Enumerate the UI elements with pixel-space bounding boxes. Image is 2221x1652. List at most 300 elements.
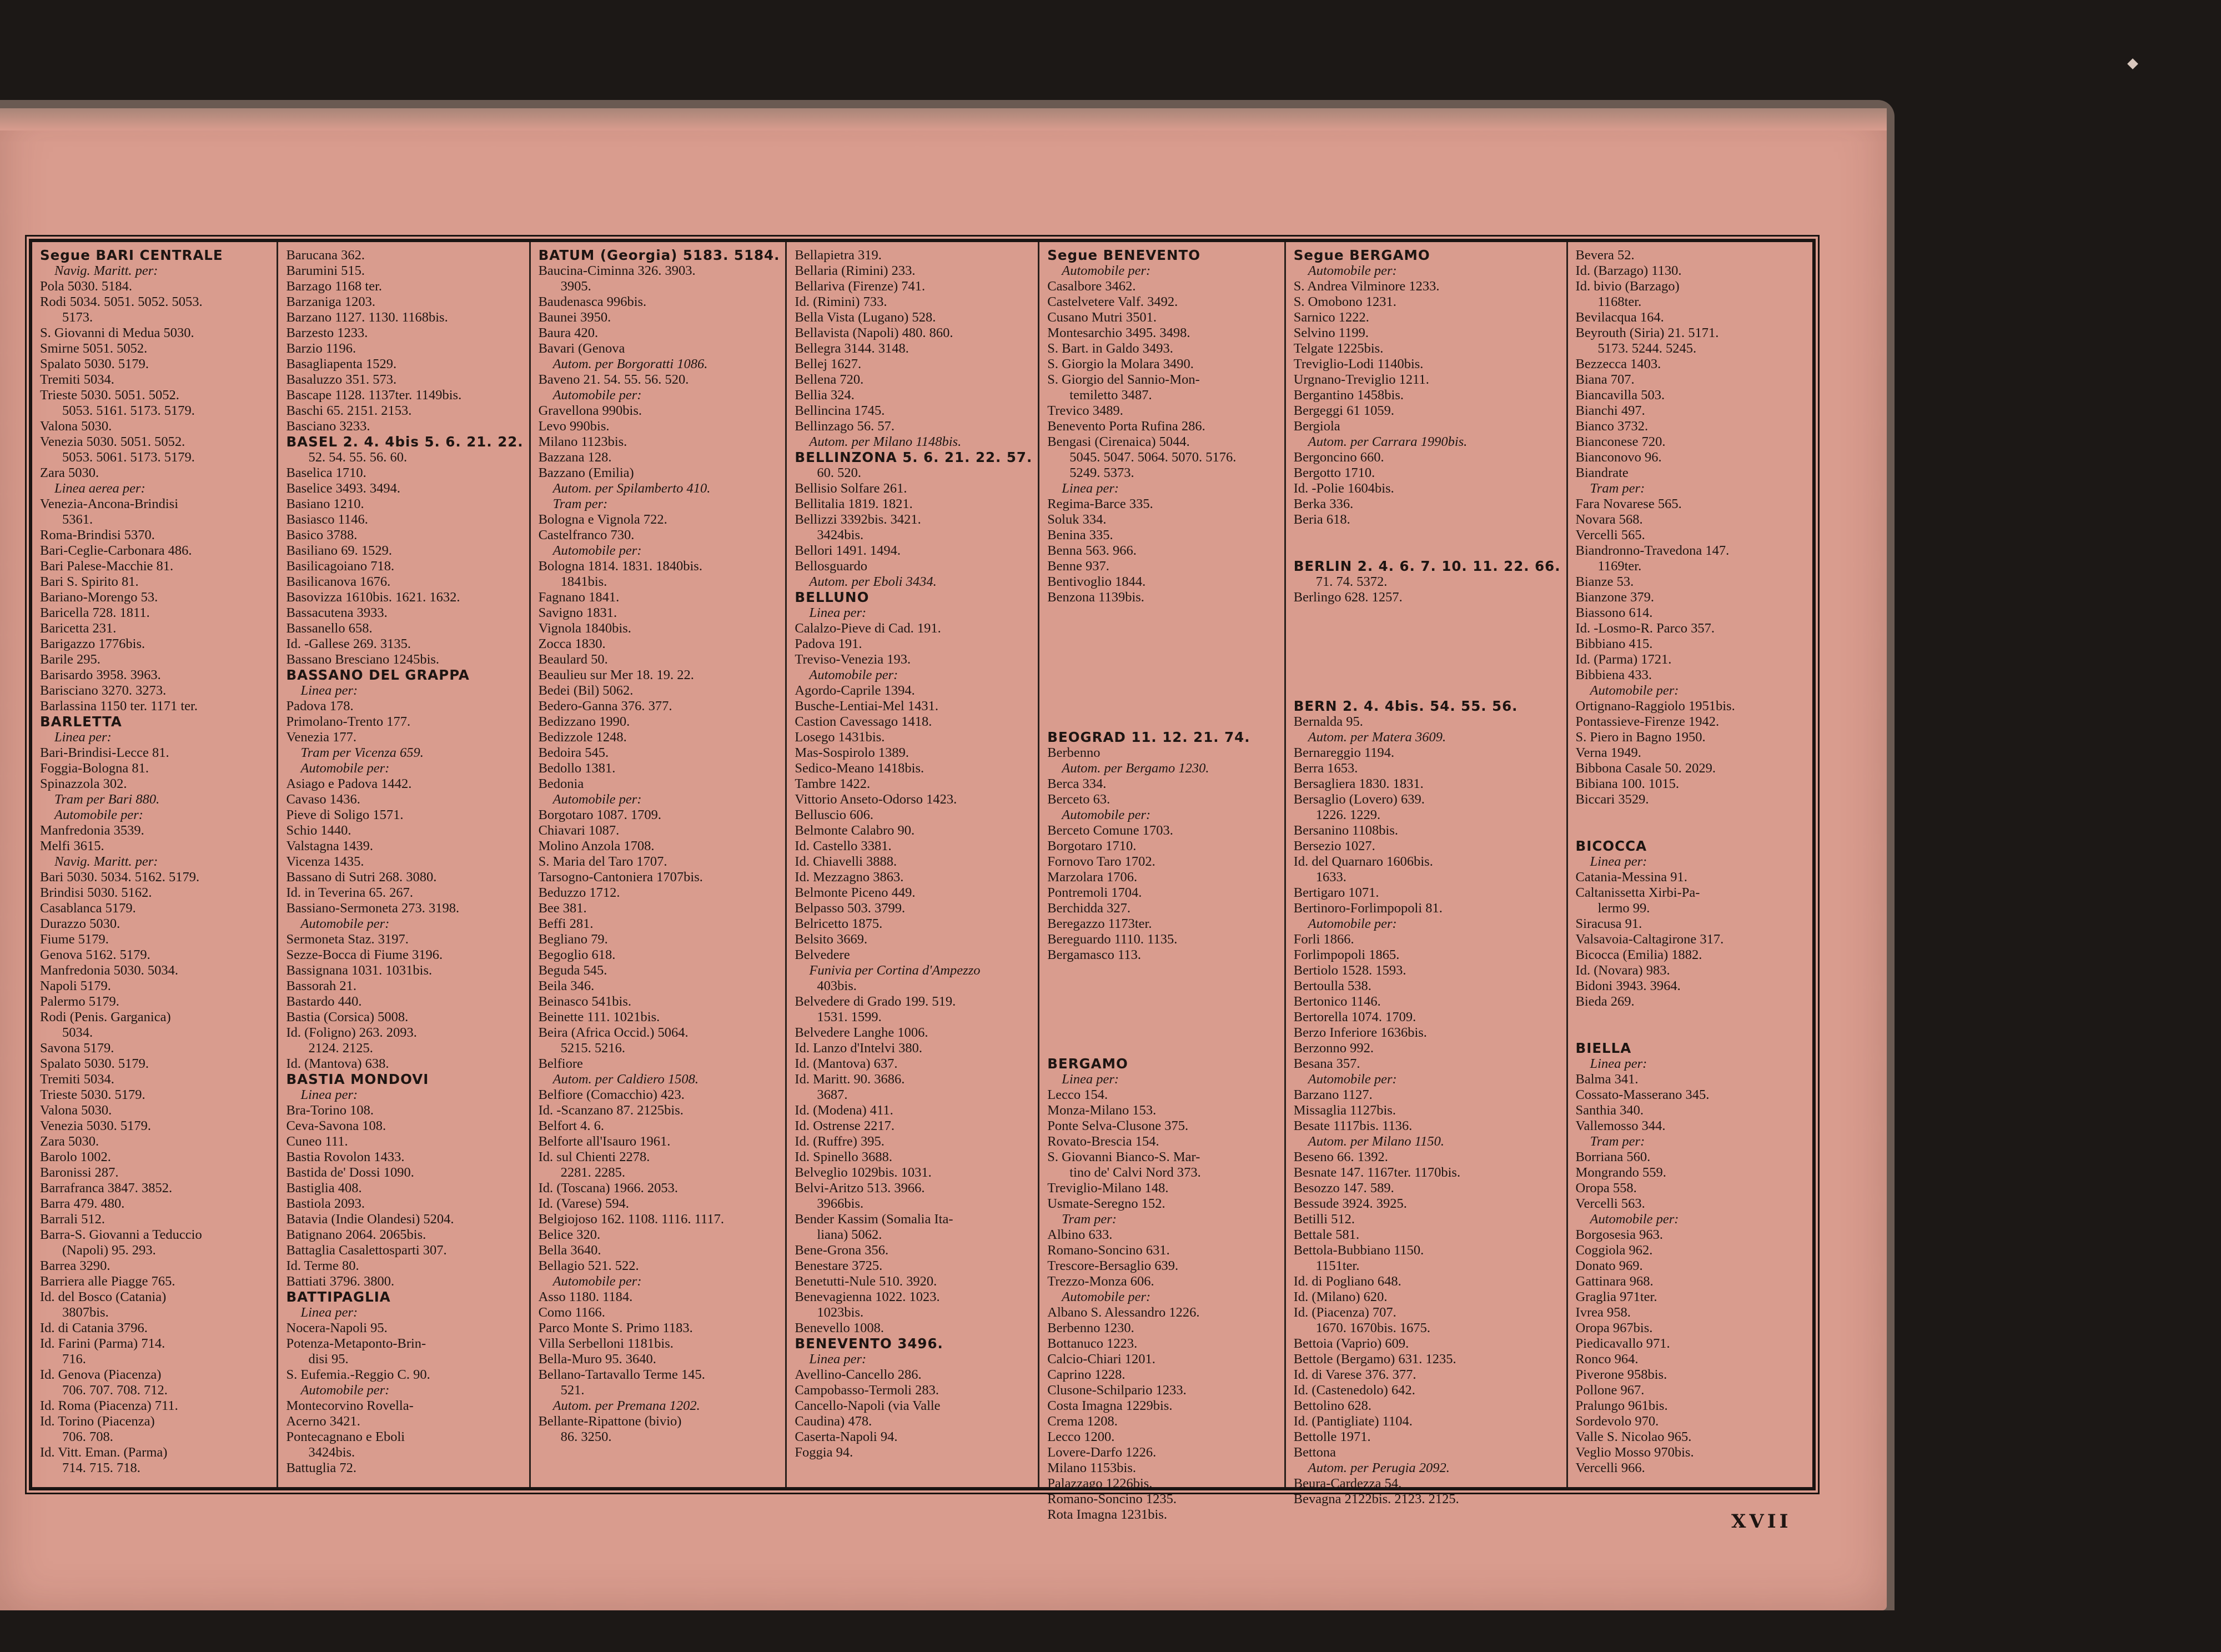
index-entry: Bettola-Bubbiano 1150. — [1293, 1243, 1424, 1258]
index-entry: Barzano 1127. 1130. 1168bis. — [286, 310, 448, 325]
index-entry: Valona 5030. — [40, 1103, 112, 1118]
index-entry: Zara 5030. — [40, 1134, 99, 1149]
index-entry: 706. 708. — [62, 1429, 113, 1444]
index-entry: 71. 74. 5372. — [1315, 574, 1388, 589]
index-entry: Id. bivio (Barzago) — [1575, 279, 1680, 294]
index-entry: disi 95. — [308, 1352, 349, 1367]
index-entry: BIELLA — [1575, 1040, 1632, 1056]
index-entry: Bezzecca 1403. — [1575, 356, 1661, 371]
index-entry: Trevico 3489. — [1047, 403, 1123, 418]
index-entry: BASSANO DEL GRAPPA — [286, 667, 470, 683]
index-entry: BELLINZONA 5. 6. 21. 22. 57. — [795, 449, 1033, 465]
index-entry: Id. -Polie 1604bis. — [1293, 481, 1394, 496]
index-entry: Borgosesia 963. — [1575, 1227, 1663, 1242]
index-entry: Siracusa 91. — [1575, 916, 1642, 931]
index-entry: Bertigaro 1071. — [1293, 885, 1379, 900]
index-entry: Brindisi 5030. 5162. — [40, 885, 152, 900]
index-entry: Pieve di Soligo 1571. — [286, 807, 404, 822]
index-entry — [1294, 636, 1561, 652]
index-entry: Id. (Mantova) 637. — [795, 1056, 898, 1071]
index-entry: Automobile per: — [54, 807, 143, 822]
index-entry: Durazzo 5030. — [40, 916, 120, 931]
index-entry: Belvedere — [795, 947, 850, 962]
index-entry: Borriana 560. — [1575, 1149, 1651, 1164]
index-entry: BATUM (Georgia) 5183. 5184. — [538, 247, 780, 263]
index-entry: Linea per: — [1590, 854, 1647, 869]
index-entry: Bazzano (Emilia) — [538, 465, 634, 480]
index-entry: Berceto 63. — [1047, 792, 1110, 807]
index-entry: Bibbiena 433. — [1575, 667, 1652, 682]
index-entry: Bibbona Casale 50. 2029. — [1575, 761, 1716, 776]
index-entry: Cusano Mutri 3501. — [1047, 310, 1157, 325]
index-entry: Benevello 1008. — [795, 1320, 884, 1335]
index-entry: Treviglio-Milano 148. — [1047, 1181, 1169, 1196]
index-entry: Cavaso 1436. — [286, 792, 360, 807]
index-entry: Novara 568. — [1575, 512, 1643, 527]
index-entry: 1151ter. — [1315, 1258, 1360, 1273]
index-entry: Basciano 3233. — [286, 419, 370, 434]
index-entry: Belmonte Piceno 449. — [795, 885, 916, 900]
index-entry: Berka 336. — [1293, 496, 1354, 511]
index-entry: Battaglia Casalettosparti 307. — [286, 1243, 447, 1258]
index-entry: 1670. 1670bis. 1675. — [1315, 1320, 1430, 1335]
index-entry: Autom. per Matera 3609. — [1308, 730, 1446, 745]
index-entry: Bereguardo 1110. 1135. — [1047, 932, 1178, 947]
index-entry: Milano 1153bis. — [1047, 1460, 1136, 1475]
index-entry: Berbenno 1230. — [1047, 1320, 1134, 1335]
index-entry: 3424bis. — [817, 528, 864, 543]
index-entry: Bellegra 3144. 3148. — [795, 341, 909, 356]
index-entry — [1047, 1041, 1278, 1056]
index-entry: Batignano 2064. 2065bis. — [286, 1227, 426, 1242]
index-entry: Montesarchio 3495. 3498. — [1047, 325, 1190, 340]
index-entry: Como 1166. — [538, 1305, 605, 1320]
index-entry: Forlimpopoli 1865. — [1293, 947, 1400, 962]
index-entry: Santhia 340. — [1575, 1103, 1644, 1118]
index-entry: Beyrouth (Siria) 21. 5171. — [1575, 325, 1719, 340]
index-entry: Besate 1117bis. 1136. — [1293, 1118, 1413, 1133]
index-entry: 1633. — [1315, 870, 1346, 885]
index-entry: Fornovo Taro 1702. — [1047, 854, 1155, 869]
index-entry: Avellino-Cancello 286. — [795, 1367, 922, 1382]
index-entry: S. Piero in Bagno 1950. — [1575, 730, 1706, 745]
index-entry: Linea per: — [300, 683, 358, 698]
index-entry: Trieste 5030. 5051. 5052. — [40, 388, 179, 403]
index-entry: Calalzo-Pieve di Cad. 191. — [795, 621, 941, 636]
index-entry: Forli 1866. — [1293, 932, 1354, 947]
index-entry: Caltanissetta Xirbi-Pa- — [1575, 885, 1700, 900]
index-entry: Lecco 1200. — [1047, 1429, 1115, 1444]
index-column-4 — [787, 242, 1039, 1487]
index-entry: Bettoia (Vaprio) 609. — [1293, 1336, 1409, 1351]
index-entry: Bari S. Spirito 81. — [40, 574, 139, 589]
index-entry: Cuneo 111. — [286, 1134, 348, 1149]
index-entry: Barlassina 1150 ter. 1171 ter. — [40, 699, 198, 714]
index-entry — [1047, 978, 1278, 994]
index-entry: Gattinara 968. — [1575, 1274, 1654, 1289]
index-entry: Bellaria (Rimini) 233. — [795, 263, 916, 278]
index-entry: Besana 357. — [1293, 1056, 1360, 1071]
index-entry: Sermoneta Staz. 3197. — [286, 932, 409, 947]
index-entry: Id. (Foligno) 263. 2093. — [286, 1025, 417, 1040]
index-entry: Bari-Brindisi-Lecce 81. — [40, 745, 169, 760]
index-entry: Baucina-Ciminna 326. 3903. — [538, 263, 696, 278]
index-entry: Foggia-Bologna 81. — [40, 761, 149, 776]
index-entry: Valona 5030. — [40, 419, 112, 434]
index-entry: Bassorah 21. — [286, 978, 357, 993]
index-entry: Segue BARI CENTRALE — [40, 247, 223, 263]
index-entry: Benetutti-Nule 510. 3920. — [795, 1274, 937, 1289]
index-entry: Id. del Quarnaro 1606bis. — [1293, 854, 1433, 869]
index-entry: Bedei (Bil) 5062. — [538, 683, 634, 698]
index-entry: Id. (Toscana) 1966. 2053. — [538, 1181, 678, 1196]
index-entry: Campobasso-Termoli 283. — [795, 1383, 939, 1398]
index-entry: Bernareggio 1194. — [1293, 745, 1395, 760]
index-entry: Vittorio Anseto-Odorso 1423. — [795, 792, 957, 807]
index-entry: Belsito 3669. — [795, 932, 868, 947]
index-entry: Automobile per: — [1308, 916, 1397, 931]
index-entry — [1047, 621, 1278, 636]
index-entry: Asso 1180. 1184. — [538, 1289, 633, 1304]
index-entry: Bavari (Genova — [538, 341, 625, 356]
index-entry: Bedoira 545. — [538, 745, 609, 760]
index-entry: Id. (Varese) 594. — [538, 1196, 629, 1211]
index-entry: BERN 2. 4. 4bis. 54. 55. 56. — [1293, 698, 1518, 714]
index-entry: Bedizzano 1990. — [538, 714, 630, 729]
index-entry: Barolo 1002. — [40, 1149, 111, 1164]
index-entry: Fara Novarese 565. — [1575, 496, 1682, 511]
index-entry: Castelvetere Valf. 3492. — [1047, 294, 1178, 309]
index-entry: Donato 969. — [1575, 1258, 1643, 1273]
index-entry: 1169ter. — [1597, 559, 1642, 574]
index-entry: Bianze 53. — [1575, 574, 1634, 589]
index-entry: Napoli 5179. — [40, 978, 111, 993]
index-entry: Calcio-Chiari 1201. — [1047, 1352, 1155, 1367]
index-entry: Albino 633. — [1047, 1227, 1113, 1242]
index-entry: lermo 99. — [1597, 901, 1650, 916]
index-entry: Bibiana 100. 1015. — [1575, 776, 1679, 791]
index-entry: Bellincina 1745. — [795, 403, 885, 418]
index-entry: Id. (Mantova) 638. — [286, 1056, 389, 1071]
index-entry — [1047, 994, 1278, 1010]
index-entry: Beinasco 541bis. — [538, 994, 631, 1009]
index-entry: Castelfranco 730. — [538, 528, 635, 543]
index-entry: Belfort 4. 6. — [538, 1118, 604, 1133]
index-entry: Bianchi 497. — [1575, 403, 1645, 418]
index-entry: Melfi 3615. — [40, 838, 104, 853]
index-entry: S. Maria del Taro 1707. — [538, 854, 667, 869]
index-entry: Bari Palese-Macchie 81. — [40, 559, 174, 574]
index-entry: Berzonno 992. — [1293, 1041, 1374, 1056]
index-entry: Schio 1440. — [286, 823, 351, 838]
index-entry — [1576, 1010, 1807, 1025]
index-entry: Berceto Comune 1703. — [1047, 823, 1173, 838]
index-entry: Usmate-Seregno 152. — [1047, 1196, 1165, 1211]
index-entry: Automobile per: — [300, 761, 390, 776]
index-entry — [1047, 963, 1278, 978]
index-entry: Baricetta 231. — [40, 621, 117, 636]
index-entry: Autom. per Eboli 3434. — [809, 574, 937, 589]
index-entry — [1294, 667, 1561, 683]
index-entry: Beira (Africa Occid.) 5064. — [538, 1025, 689, 1040]
index-entry: Busche-Lentiai-Mel 1431. — [795, 699, 938, 714]
index-entry: Beaulieu sur Mer 18. 19. 22. — [538, 667, 694, 682]
index-entry: Pontassieve-Firenze 1942. — [1575, 714, 1720, 729]
index-entry: Mongrando 559. — [1575, 1165, 1666, 1180]
index-entry — [1047, 1025, 1278, 1041]
index-entry: Tambre 1422. — [795, 776, 871, 791]
index-entry: Basilicanova 1676. — [286, 574, 391, 589]
index-entry: tino de' Calvi Nord 373. — [1069, 1165, 1201, 1180]
index-entry — [1294, 683, 1561, 699]
index-entry: Betilli 512. — [1293, 1212, 1355, 1227]
index-entry: Levo 990bis. — [538, 419, 610, 434]
index-entry — [1294, 528, 1561, 543]
index-column-6 — [1286, 242, 1568, 1507]
index-entry: Bertiolo 1528. 1593. — [1293, 963, 1406, 978]
index-entry: Bellizzi 3392bis. 3421. — [795, 512, 921, 527]
index-entry: Bender Kassim (Somalia Ita- — [795, 1212, 953, 1227]
index-entry: Tram per Vicenza 659. — [300, 745, 424, 760]
index-entry: Bassano di Sutri 268. 3080. — [286, 870, 437, 885]
index-entry: Foggia 94. — [795, 1445, 853, 1460]
index-entry: Valsavoia-Caltagirone 317. — [1575, 932, 1724, 947]
index-entry: Beura-Cardezza 54. — [1293, 1476, 1402, 1491]
index-entry: Barrea 3290. — [40, 1258, 110, 1273]
index-entry: Vercelli 565. — [1575, 528, 1645, 543]
index-entry: Segue BENEVENTO — [1047, 247, 1201, 263]
index-entry: Venezia 177. — [286, 730, 357, 745]
index-entry: 5215. 5216. — [560, 1041, 625, 1056]
index-entry: Losego 1431bis. — [795, 730, 885, 745]
index-entry: Bascape 1128. 1137ter. 1149bis. — [286, 388, 462, 403]
index-entry: Bazzana 128. — [538, 450, 612, 465]
index-entry: 86. 3250. — [560, 1429, 612, 1444]
index-entry: Barumini 515. — [286, 263, 365, 278]
index-entry: 5045. 5047. 5064. 5070. 5176. — [1069, 450, 1237, 465]
index-column-2 — [278, 242, 530, 1487]
index-entry — [1047, 636, 1278, 652]
index-entry: Berzo Inferiore 1636bis. — [1293, 1025, 1427, 1040]
index-entry: Autom. per Caldiero 1508. — [552, 1072, 699, 1087]
index-entry: Trezzo-Monza 606. — [1047, 1274, 1154, 1289]
index-entry: S. Giorgio del Sannio-Mon- — [1047, 372, 1200, 387]
index-entry: Baura 420. — [538, 325, 599, 340]
index-entry: Baselice 3493. 3494. — [286, 481, 400, 496]
index-entry: Romano-Soncino 1235. — [1047, 1492, 1177, 1507]
index-entry: Tram per: — [1590, 1134, 1645, 1149]
index-entry: Casablanca 5179. — [40, 901, 136, 916]
index-entry: Ceva-Savona 108. — [286, 1118, 386, 1133]
index-entry: Bellej 1627. — [795, 356, 862, 371]
index-entry: Automobile per: — [1062, 263, 1151, 278]
index-entry: Barucana 362. — [286, 248, 365, 263]
index-entry: Autom. per Carrara 1990bis. — [1308, 434, 1468, 449]
index-entry: Id. Vitt. Eman. (Parma) — [40, 1445, 168, 1460]
index-entry: Id. (Piacenza) 707. — [1293, 1305, 1396, 1320]
index-entry: Pola 5030. 5184. — [40, 279, 133, 294]
index-entry: Id. (Ruffre) 395. — [795, 1134, 885, 1149]
index-entry: Piverone 958bis. — [1575, 1367, 1667, 1382]
index-entry: Barzano 1127. — [1293, 1087, 1373, 1102]
index-entry: Bellavista (Napoli) 480. 860. — [795, 325, 953, 340]
index-entry: Automobile per: — [809, 667, 898, 682]
index-entry: Bernalda 95. — [1293, 714, 1363, 729]
index-entry: S. Omobono 1231. — [1293, 294, 1396, 309]
index-entry: Chiavari 1087. — [538, 823, 620, 838]
index-entry: Bergoncino 660. — [1293, 450, 1384, 465]
index-entry: Linea per: — [809, 605, 867, 620]
index-entry: Tremiti 5034. — [40, 1072, 114, 1087]
index-entry: Id. Spinello 3688. — [795, 1149, 892, 1164]
index-entry: Baschi 65. 2151. 2153. — [286, 403, 412, 418]
index-entry: BELLUNO — [795, 589, 870, 605]
index-entry: 5249. 5373. — [1069, 465, 1134, 480]
index-entry: Basiano 1210. — [286, 496, 364, 511]
index-entry: 3424bis. — [308, 1445, 355, 1460]
index-entry — [1047, 652, 1278, 667]
index-entry: Spinazzola 302. — [40, 776, 127, 791]
index-entry: Sarnico 1222. — [1293, 310, 1369, 325]
index-entry: Bellisio Solfare 261. — [795, 481, 907, 496]
index-entry: Berca 334. — [1047, 776, 1107, 791]
index-entry: Lovere-Darfo 1226. — [1047, 1445, 1157, 1460]
index-entry: 5053. 5161. 5173. 5179. — [62, 403, 195, 418]
index-entry: Begoglio 618. — [538, 947, 616, 962]
index-entry: BENEVENTO 3496. — [795, 1335, 943, 1352]
index-entry: Basiasco 1146. — [286, 512, 368, 527]
index-entry — [1294, 652, 1561, 667]
index-entry: Biccari 3529. — [1575, 792, 1649, 807]
index-entry: Vercelli 966. — [1575, 1460, 1645, 1475]
index-entry: Treviglio-Lodi 1140bis. — [1293, 356, 1424, 371]
index-entry: Basiliano 69. 1529. — [286, 543, 393, 558]
index-entry: Bessude 3924. 3925. — [1293, 1196, 1407, 1211]
index-entry: Verna 1949. — [1575, 745, 1641, 760]
index-entry: Bedizzole 1248. — [538, 730, 627, 745]
index-entry: Bertinoro-Forlimpopoli 81. — [1293, 901, 1443, 916]
index-entry: Belfiore — [538, 1056, 583, 1071]
index-entry: Basilicagoiano 718. — [286, 559, 395, 574]
index-entry: 521. — [560, 1383, 585, 1398]
index-entry: Id. (Novara) 983. — [1575, 963, 1670, 978]
index-entry: Ortignano-Raggiolo 1951bis. — [1575, 699, 1735, 714]
index-entry: Bidoni 3943. 3964. — [1575, 978, 1681, 993]
index-entry: Automobile per: — [300, 1383, 390, 1398]
index-entry: 1023bis. — [817, 1305, 864, 1320]
index-entry: Bergantino 1458bis. — [1293, 388, 1404, 403]
index-entry: Veglio Mosso 970bis. — [1575, 1445, 1694, 1460]
index-entry: BARLETTA — [40, 714, 122, 730]
index-entry: Marzolara 1706. — [1047, 870, 1138, 885]
index-entry: Ivrea 958. — [1575, 1305, 1631, 1320]
index-entry — [1047, 699, 1278, 714]
index-entry: Begliano 79. — [538, 932, 608, 947]
index-entry: Id. Terme 80. — [286, 1258, 359, 1273]
index-entry: Bevagna 2122bis. 2123. 2125. — [1293, 1492, 1459, 1507]
index-entry: 714. 715. 718. — [62, 1460, 140, 1475]
index-entry: Cancello-Napoli (via Valle — [795, 1398, 941, 1413]
index-entry: Battuglia 72. — [286, 1460, 357, 1475]
index-entry: Automobile per: — [1590, 1212, 1679, 1227]
index-entry: Bellano-Tartavallo Terme 145. — [538, 1367, 705, 1382]
index-entry: Beinette 111. 1021bis. — [538, 1010, 660, 1025]
index-entry: S. Andrea Vilminore 1233. — [1293, 279, 1440, 294]
index-entry: Bariano-Morengo 53. — [40, 590, 158, 605]
index-entry: Benzona 1139bis. — [1047, 590, 1144, 605]
index-column-1 — [32, 242, 278, 1487]
index-entry: Vercelli 563. — [1575, 1196, 1645, 1211]
index-entry: Tram per: — [552, 496, 608, 511]
index-entry: Tram per: — [1062, 1212, 1117, 1227]
index-entry: Bettolle 1971. — [1293, 1429, 1371, 1444]
index-entry: Beregazzo 1173ter. — [1047, 916, 1152, 931]
index-entry: Bergamasco 113. — [1047, 947, 1142, 962]
index-entry: Bologna 1814. 1831. 1840bis. — [538, 559, 702, 574]
index-entry: Zocca 1830. — [538, 636, 606, 651]
index-entry: Id. in Teverina 65. 267. — [286, 885, 413, 900]
index-entry: Bra-Torino 108. — [286, 1103, 374, 1118]
index-entry: Monza-Milano 153. — [1047, 1103, 1157, 1118]
index-entry: Bellante-Ripattone (bivio) — [538, 1414, 682, 1429]
index-entry: Baveno 21. 54. 55. 56. 520. — [538, 372, 689, 387]
index-entry: Sedico-Meano 1418bis. — [795, 761, 924, 776]
corner-mark — [2127, 58, 2138, 69]
index-entry: Baricella 728. 1811. — [40, 605, 150, 620]
index-entry: Barriera alle Piagge 765. — [40, 1274, 175, 1289]
index-entry: Id. sul Chienti 2278. — [538, 1149, 650, 1164]
index-entry: Besnate 147. 1167ter. 1170bis. — [1293, 1165, 1461, 1180]
index-entry: Tram per: — [1590, 481, 1645, 496]
index-entry: Linea aerea per: — [54, 481, 145, 496]
index-entry: Castion Cavessago 1418. — [795, 714, 932, 729]
index-entry: Belluscio 606. — [795, 807, 873, 822]
index-entry: Bassanello 658. — [286, 621, 373, 636]
index-entry: Bellapietra 319. — [795, 248, 882, 263]
index-entry: Id. -Gallese 269. 3135. — [286, 636, 411, 651]
index-entry: Linea per: — [1062, 481, 1119, 496]
index-entry: Bersanino 1108bis. — [1293, 823, 1399, 838]
index-entry: 5173. 5244. 5245. — [1597, 341, 1697, 356]
index-entry: BERGAMO — [1047, 1056, 1128, 1072]
index-entry: Venezia 5030. 5179. — [40, 1118, 152, 1133]
index-entry: Id. (Parma) 1721. — [1575, 652, 1672, 667]
index-entry: Acerno 3421. — [286, 1414, 360, 1429]
index-column-5 — [1039, 242, 1285, 1522]
index-entry: Oropa 558. — [1575, 1181, 1637, 1196]
index-entry: Bellia 324. — [795, 388, 855, 403]
index-entry: Linea per: — [1062, 1072, 1119, 1087]
index-entry: Beffi 281. — [538, 916, 594, 931]
index-entry: Milano 1123bis. — [538, 434, 627, 449]
index-entry: BICOCCA — [1575, 838, 1647, 854]
index-entry: Id. Torino (Piacenza) — [40, 1414, 155, 1429]
index-entry: Bettale 581. — [1293, 1227, 1360, 1242]
index-entry: Bari-Ceglie-Carbonara 486. — [40, 543, 192, 558]
index-entry: Bassiano-Sermoneta 273. 3198. — [286, 901, 460, 916]
index-entry: Id. (Modena) 411. — [795, 1103, 893, 1118]
index-entry: Biandronno-Travedona 147. — [1575, 543, 1730, 558]
index-entry: Bassacutena 3933. — [286, 605, 388, 620]
index-entry: Borgotaro 1087. 1709. — [538, 807, 661, 822]
index-entry: Id. Roma (Piacenza) 711. — [40, 1398, 178, 1413]
index-entry: Bellori 1491. 1494. — [795, 543, 901, 558]
index-entry — [1294, 605, 1561, 621]
index-entry: Bastiola 2093. — [286, 1196, 365, 1211]
index-entry: Beaulard 50. — [538, 652, 608, 667]
index-entry: Baronissi 287. — [40, 1165, 119, 1180]
index-entry: BERLIN 2. 4. 6. 7. 10. 11. 22. 66. — [1293, 558, 1561, 574]
